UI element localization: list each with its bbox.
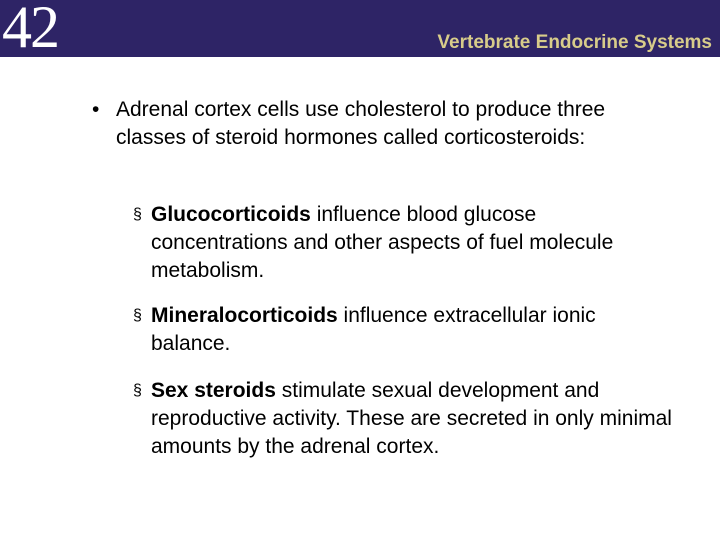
chapter-number: 42 (2, 0, 58, 60)
sub-bullet-description: stimulate sexual development and reproductive activity. These are secreted in only minimal amounts by the adrenal cortex. (151, 379, 672, 458)
sub-bullet-description: influence extracellular ionic balance. (151, 304, 596, 355)
sub-bullet-description: influence blood glucose concentrations and other aspects of fuel molecule metabolism. (151, 203, 614, 282)
main-bullet-text: Adrenal cortex cells use cholesterol to produce three classes of steroid hormones called corticosteroids: (116, 98, 606, 149)
sub-bullet-text (151, 201, 673, 285)
section-bullet-icon: § (133, 307, 142, 324)
sub-bullet-sex-steroids (133, 377, 673, 461)
sub-bullet-term: Mineralocorticoids (151, 304, 338, 327)
sub-bullet-glucocorticoids (133, 201, 673, 285)
sub-bullet-text (151, 302, 673, 358)
sub-bullet-mineralocorticoids (133, 302, 673, 358)
sub-bullet-term: Glucocorticoids (151, 203, 311, 226)
slide-title: Vertebrate Endocrine Systems (437, 32, 712, 53)
sub-bullet-text (151, 377, 673, 461)
section-bullet-icon: § (133, 206, 142, 223)
main-bullet (92, 96, 652, 152)
section-bullet-icon: § (133, 382, 142, 399)
bullet-icon: • (92, 98, 100, 121)
sub-bullet-term: Sex steroids (151, 379, 276, 402)
